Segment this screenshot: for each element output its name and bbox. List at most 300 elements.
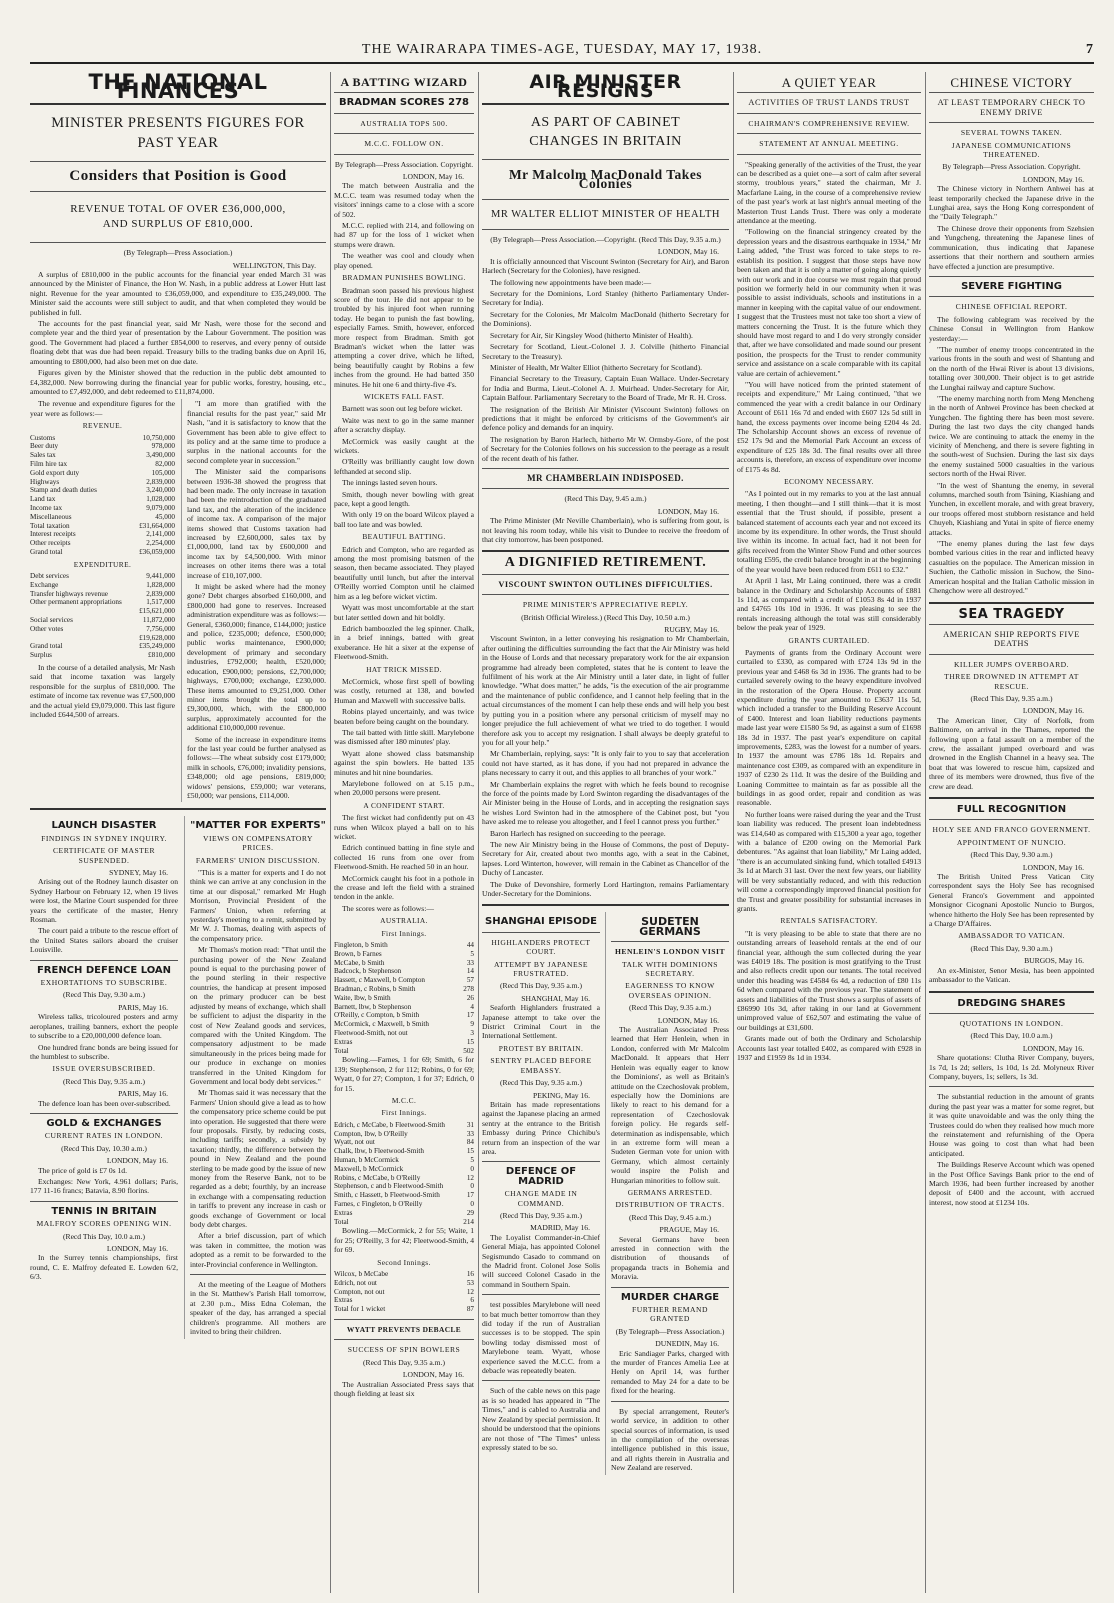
paragraph: Waite was next to go in the same manner after a scratchy display. <box>334 415 474 435</box>
table-cell-label: O'Reilly, c Compton, b Smith <box>334 1011 420 1020</box>
subhead: HENLEIN'S LONDON VISIT <box>614 947 726 957</box>
subhead: DISTRIBUTION OF TRACTS. <box>615 1200 725 1210</box>
column-rule <box>733 72 734 1593</box>
table-cell-label: Social services <box>30 616 73 625</box>
dateline: LONDON, May 16. <box>1022 862 1084 872</box>
dateline: WELLINGTON, This Day. <box>232 260 316 270</box>
paragraph: Bowling.—Farnes, 1 for 69; Smith, 6 for 139; Stephenson, 2 for 112; Robins, 0 for 69; Wyatt, 0 for 27; Compton, 1 for 37; Edrich, 0 for 15. <box>334 1055 474 1093</box>
credit-line: (Recd This Day, 9.45 a.m.) <box>628 1212 712 1222</box>
paragraph: After a brief discussion, part of which was taken in committee, the motion was adopted as a remit to be forwarded to the inter-Provincial conference in Wellington. <box>190 1231 326 1269</box>
australia-scores <box>334 941 474 1055</box>
score-row <box>334 1130 474 1139</box>
score-row <box>334 1138 474 1147</box>
table-cell-value: 5 <box>470 1156 474 1165</box>
table-cell-value: 3 <box>470 1029 474 1038</box>
table-cell-value: 2,839,000 <box>146 589 175 598</box>
table-cell-label: Robins, c McCabe, b O'Reilly <box>334 1173 421 1182</box>
innings-label: First Innings. <box>381 928 427 938</box>
table-cell-label: Waite, lbw, b Smith <box>334 993 391 1002</box>
subhead: VIEWS ON COMPENSATORY PRICES. <box>203 833 313 853</box>
kicker: HAT TRICK MISSED. <box>366 664 442 674</box>
credit-line: (By Telegraph—Press Association.) <box>123 248 233 258</box>
score-row <box>334 1121 474 1130</box>
table-cell-label: Film hire tax <box>30 459 68 468</box>
subhead: EAGERNESS TO KNOW OVERSEAS OPINION. <box>625 981 715 1000</box>
paragraph: The American liner, City of Norfolk, from Baltimore, on arrival in the Thames, reported the following upon a fatal assault on a member of the crew, the assailant jumped overboard and was drowned in the English Channel in a heavy sea. The boat that was lowered to rescue him, capsized and three of its members were drowned, thus five of the crew are dead. <box>929 715 1094 791</box>
score-row <box>334 994 474 1003</box>
table-cell-label: Total <box>334 1046 349 1055</box>
paragraph: Secretary for the Dominions, Lord Stanley (hitherto Parliamentary Under-Secretary for India). <box>482 289 729 308</box>
table-cell-label: Fleetwood-Smith, not out <box>334 1029 408 1038</box>
paragraph: Bowling.—McCormick, 2 for 55; Waite, 1 for 25; O'Reilly, 3 for 42; Fleetwood-Smith, 4 for 69. <box>334 1226 474 1255</box>
credit-line: (British Official Wireless.) (Recd This Day, 10.50 a.m.) <box>521 612 690 622</box>
paragraph: Edrich and Compton, who are regarded as among the most promising batsmen of the season, then became associated. They played beautifully until lunch, but after the interval O'Reilly worried Compton until he claimed him as a leg before wicket victim. <box>334 544 474 601</box>
paragraph: A surplus of £810,000 in the public accounts for the financial year ended March 31 was announced by the Minister of Finance, the Hon W. Nash, in a public address at Lower Hutt last night. Revenue for the year amounted to £36,059,000, and expenditure to £35,249,000. The Minister said the accounts were still subject to audit, and that when completed they would be published in full. <box>30 270 326 317</box>
paragraph: McCormick caught his foot in a pothole in the crease and left the field with a strained tendon in the ankle. <box>334 873 474 902</box>
paragraph: The price of gold is £7 0s 1d. <box>38 1165 128 1175</box>
mcc-second-innings <box>334 1270 474 1314</box>
newspaper-title: THE WAIRARAPA TIMES-AGE, TUESDAY, MAY 17, 1938. <box>361 42 763 57</box>
score-row <box>334 1191 474 1200</box>
table-cell-value: 2,254,000 <box>146 539 175 548</box>
subhead: MALFROY SCORES OPENING WIN. <box>36 1219 172 1229</box>
subhead: AMERICAN SHIP REPORTS FIVE DEATHS <box>943 629 1080 649</box>
credit-line: By Telegraph—Press Association. Copyright. <box>942 162 1081 172</box>
score-row <box>334 1003 474 1012</box>
table-cell-label: Stephenson, c and b Fleetwood-Smith <box>334 1182 444 1191</box>
subhead: FINDINGS IN SYDNEY INQUIRY. <box>41 833 167 843</box>
kicker: BRADMAN PUNISHES BOWLING. <box>342 273 466 283</box>
subhead: THREE DROWNED IN ATTEMPT AT RESCUE. <box>944 672 1079 691</box>
table-cell-label: Bradman, c Robins, b Smith <box>334 985 416 994</box>
score-row <box>334 1270 474 1279</box>
paragraph: The Chinese drove their opponents from Szehsien and Yungcheng, threatening the Japanese lines of communication, thus indicating that Japanese assertions that their northern and southern armies have effected a junction are presumptive. <box>929 223 1094 271</box>
paragraph: The accounts for the past financial year, said Mr Nash, were those for the second and complete year and the third year of presentation by the Labour Government. The position was good. The Government had placed a further £854,000 to reserves, and every penny of outside floating debt that was due had been repaid. Treasury bills to the trading banks due on April 16, amounting to £800,000, had also been met on due date. <box>30 319 326 366</box>
table-cell-value: 45,000 <box>155 512 175 521</box>
table-cell-label: Maxwell, b McCormick <box>334 1164 404 1173</box>
chinese-victory-article <box>929 72 1094 1593</box>
credit-line: (Recd This Day, 9.30 a.m.) <box>970 850 1053 860</box>
subhead: JAPANESE COMMUNICATIONS THREATENED. <box>951 140 1072 160</box>
paragraph: The resignation by Baron Harlech, hitherto Mr W. Ormsby-Gore, of the post of Secretary for the Colonies follows on his succession to the peerage as a result of the recent death of his father. <box>482 434 729 463</box>
score-row <box>334 1038 474 1047</box>
dateline: LONDON, May 16. <box>106 1244 168 1253</box>
paragraph: Secretary for Scotland, Lieut.-Colonel J. J. Colville (hitherto Financial Secretary to the Treasury). <box>482 342 729 361</box>
score-row <box>334 1020 474 1029</box>
credit-line: (Recd This Day, 10.0 a.m.) <box>970 1031 1053 1041</box>
paragraph: Baron Harlech has resigned on succeeding to the peerage. <box>490 828 666 838</box>
score-row <box>334 1279 474 1288</box>
paragraph: "The enemy marching north from Meng Mencheng in the north of Anhwei Province has been checked at Yungchen. The fighting there has been most severe. During the last two days the city changed hands twice. We are continuing to attack the enemy in the vicinity of Mencheng, and there is severe fighting in the south-west of Suchsien. During the last six days the enemy sustained 5000 casualties in the various sectors north of the Hwai River. <box>929 393 1094 479</box>
paragraph: Mr Chamberlain explains the regret with which he feels bound to recognise the force of the points made by Lord Swinton regarding the disadvantages of the Air Minister being in the House of Lords, and in accepting the resignation says he wishes Lord Swinton had in the atmosphere of the Cabinet post, but "you have asked me to release you altogether, and I feel I cannot press you further." <box>482 779 729 827</box>
table-cell-value: 0 <box>470 1200 474 1209</box>
paragraph: The Loyalist Commander-in-Chief General Miaja, has appointed Colonel Segismundo Casado to command on the Madrid front. Colonel Jose Solis will succeed Colonel Casado in the command in Southern Spain. <box>482 1232 600 1289</box>
paragraph: Viscount Swinton, in a letter conveying his resignation to Mr Chamberlain, after outlining the difficulties surrounding the fact that the Air Ministry was held in the House of Lords and that necessary preparatory work for the air expansion programme had already been completed, states that he is content to leave the fulfilment of his work at the Air Ministry until a later date, in light of fuller knowledge. "What does matter," he adds, "is the execution of the air programme and the maintenance of public confidence, and I cannot help feeling that in the actual circumstances of the moment I can help these ends and will help you best by putting you in a position where any personal criticism of myself may no longer prejudice the full achievement of what we tried to do together. I would therefore ask you to accept my resignation. I shall always be deeply grateful to you for all your help." <box>482 634 729 747</box>
paragraph: Mr Thomas's motion read: "That until the purchasing power of the New Zealand pound is equal to the purchasing power of the pound sterling in their respective countries, the handicap at present imposed on the primary producer can be best adjusted by means of exchange, which shall be sufficient to adjust the disparity in the cost of New Zealand goods and services, compared with the United Kingdom. The compensatory adjustment to be made simultaneously in the prices being made for our produce in exchange on monies transferred in the United Kingdom for Government and local body debt services." <box>190 945 326 1086</box>
subhead: STATEMENT AT ANNUAL MEETING. <box>759 139 899 149</box>
subhead: AT LEAST TEMPORARY CHECK TO ENEMY DRIVE <box>937 98 1086 117</box>
table-cell-value: 7,756,000 <box>146 624 175 633</box>
table-cell-label: Human, b McCormick <box>334 1156 399 1165</box>
paragraph: Share quotations: Clutha River Company, buyers, 1s 7d, 1s 2d; sellers, 1s 10d, 1s 2d. Molyneux River Company, buyers, 1s; sellers, 1s 3d. <box>929 1053 1094 1081</box>
table-cell-value: 33 <box>466 1129 474 1138</box>
credit-line: (Recd This Day, 10.0 a.m.) <box>62 1231 146 1241</box>
table-cell-value: £810,000 <box>148 651 175 660</box>
revenue-row <box>30 451 175 460</box>
dateline: BURGOS, May 16. <box>1024 956 1084 966</box>
table-cell-label <box>30 607 134 616</box>
table-cell-label: Debt services <box>30 572 69 581</box>
quiet-year-article <box>737 72 921 1593</box>
table-cell-value: 84 <box>466 1138 474 1147</box>
dateline: PARIS, May 16. <box>118 1089 168 1099</box>
table-cell-value: 4 <box>470 1002 474 1011</box>
paragraph: Such of the cable news on this page as is so headed has appeared in "The Times," and is cabled to Australia and New Zealand by special permission. It should be understood that the opinions are not those of "The Times" unless expressly stated to be so. <box>482 1386 600 1452</box>
paragraph: McCormick was easily caught at the wickets. <box>334 436 474 455</box>
score-row <box>334 959 474 968</box>
table-cell-label: Chalk, lbw, b Fleetwood-Smith <box>334 1147 424 1156</box>
paragraph: Mr Thomas said it was necessary that the Farmers' Union should give a lead as to how the compensatory price scheme could be put into operation. He suggested that there were four proposals. Firstly, by reducing costs, including tariffs; secondly, a subsidy by taxation; thirdly, the difference between the pound in New Zealand and the pound sterling to be made good by the issue of new money from the Reserve Bank, not to be regarded as a debt; fourthly, by an increase in exchange with a compensating reduction in tariffs to prevent any increase in cash or goods exchange of Government or local body debt charges. <box>190 1088 326 1230</box>
paragraph: An ex-Minister, Senor Mesia, has been appointed ambassador to the Vatican. <box>929 965 1094 985</box>
credit-line: (Recd This Day, 9.45 a.m.) <box>564 494 647 504</box>
dateline: LONDON, May 16. <box>1022 706 1084 716</box>
subhead: CHINESE OFFICIAL REPORT. <box>955 302 1068 312</box>
paragraph: Several Germans have been arrested in connection with the distribution of thousands of propaganda tracts in Bohemia and Moravia. <box>611 1234 729 1282</box>
table-cell-value: 31 <box>466 1120 474 1129</box>
table-cell-value: 26 <box>466 993 474 1002</box>
revenue-row <box>30 478 175 487</box>
credit-line: (Recd This Day, 9.35 a.m.) <box>970 693 1053 703</box>
table-cell-label: Transfer highways revenue <box>30 589 108 598</box>
paragraph: It is officially announced that Viscount Swinton (Secretary for Air), and Baron Harlech (Secretary for the Colonies), have resigned. <box>482 256 729 276</box>
paragraph: The first wicket had confidently put on 43 runs when Wilcox played a ball on to his wicket. <box>334 813 474 842</box>
subhead-bradman-278: BRADMAN SCORES 278 <box>338 97 470 109</box>
paragraph: The Minister said the comparisons between 1936-38 showed the progress that had been made. The only increase in taxation had been the reintroduction of the graduated land tax, and the alteration of the incidence of income tax. A comparison of the major items showed that Customs taxation had increased by £2,600,000, sales tax by £1,000,000, land tax by £600,000 and income tax by £4,500,000. With minor increases on other items there was a total increase of £10,107,000. <box>187 467 326 580</box>
kicker: RENTALS SATISFACTORY. <box>780 916 878 926</box>
table-cell-label: Income tax <box>30 503 63 512</box>
headline-defence-of-madrid: DEFENCE OF MADRID <box>505 1166 577 1187</box>
paragraph: In the course of a detailed analysis, Mr Nash said that income taxation was largely responsible for the surplus of £810,000. The estimate of income tax revenue was £7,500,000 and the actual yield £9,079,000. This last figure included £644,500 of arrears. <box>30 663 175 720</box>
paragraph: The resignation of the British Air Minister (Viscount Swinton) follows on predictions that it might be enforced by criticisms of the Government's air defence policy and demands for an inquiry. <box>482 404 729 433</box>
table-cell-label: Wilcox, b McCabe <box>334 1270 389 1279</box>
headline-gold-exchanges: GOLD & EXCHANGES <box>46 1117 162 1129</box>
table-cell-value: 0 <box>470 1164 474 1173</box>
headline-shanghai-episode: SHANGHAI EPISODE <box>485 916 597 928</box>
table-cell-value: 978,000 <box>151 442 175 451</box>
subhead: CURRENT RATES IN LONDON. <box>44 1131 164 1141</box>
table-cell-label: Customs <box>30 433 56 442</box>
dateline: LONDON, May 16. <box>1022 1043 1084 1053</box>
paragraph: "The enemy planes during the last few days bombed various cities in the rear and inflicted heavy casualties on the populace. The American mission in Suchien, the Catholic mission in Suchow, the Sino-American hospital and the Italian Catholic mission in Chengchow were all destroyed." <box>929 539 1094 596</box>
paragraph: "You will have noticed from the printed statement of receipts and expenditure," Mr Laing continued, "that we commenced the year with a credit balance in our Ordinary Account of £611 16s 7d and ended with £607 12s 5d still in hand, the excess payments over income being £204 4s 2d. The Scholarship Account shows an excess of revenue of £52 17s 9d and the Memorial Park Account an excess of expenditure of £25 18s 3d. The final results over all three accounts is, therefore, an excess of expenditure over income of £175 4s 8d. <box>737 379 921 474</box>
table-cell-label: Compton, lbw, b O'Reilly <box>334 1129 408 1138</box>
table-cell-label: Other receipts <box>30 539 71 548</box>
score-row <box>334 1156 474 1165</box>
cricket-article <box>334 72 474 1593</box>
subhead: HOLY SEE AND FRANCO GOVERNMENT. <box>932 825 1091 835</box>
column-rule <box>925 72 926 1593</box>
table-cell-label: Edrich, c McCabe, b Fleetwood-Smith <box>334 1120 445 1129</box>
paragraph: M.C.C. replied with 214, and following on had 87 up for the loss of 1 wicket when stumps were drawn. <box>334 221 474 249</box>
table-cell-value: 12 <box>466 1173 474 1182</box>
table-cell-label: Fingleton, b Smith <box>334 941 388 950</box>
paragraph: Wyatt was most uncomfortable at the start but later settled down and hit boldly. <box>334 603 474 622</box>
dateline: DUNEDIN, May 16. <box>655 1339 719 1349</box>
dateline: LONDON, May 16. <box>402 172 464 182</box>
credit-line: (Recd This Day, 9.35 a.m.) <box>362 1357 446 1367</box>
paragraph: The following cablegram was received by the Chinese Consul in Wellington from Hankow yesterday:— <box>929 314 1094 343</box>
paragraph: The Australian Associated Press says that though fielding at least six <box>334 1379 474 1399</box>
table-cell-label: Other votes <box>30 624 64 633</box>
score-row <box>334 941 474 950</box>
revenue-row <box>30 442 175 451</box>
table-cell-value: £19,628,000 <box>139 633 175 642</box>
paragraph: One hundred franc bonds are being issued for the humblest to subscribe. <box>30 1042 178 1061</box>
table-cell-label: McCormick, c Maxwell, b Smith <box>334 1020 430 1029</box>
table-cell-value: 2,141,000 <box>146 530 175 539</box>
paragraph: "It is very pleasing to be able to state that there are no outstanding arrears of leasehold rentals at the end of our financial year, although the sum collected during the year was £4019 18s. The position is most gratifying to the Trust and also reflects credit upon our tenants. The total received under this heading was £4584 6s 4d, a reduction of £80 11s 6d when compared with the previous year. The statement of assets and liabilities of the Trust shows a surplus of assets of £86990 10s 3d, after taking in our land at Government unimproved value of £62,507 and estimating the value of our buildings at £31,600. <box>737 928 921 1032</box>
page-number: 7 <box>1086 42 1094 57</box>
revenue-row <box>30 486 175 495</box>
paragraph: Secretary for the Colonies, Mr Malcolm MacDonald (hitherto Secretary for the Dominions). <box>482 309 729 329</box>
table-cell-label: Beer duty <box>30 442 59 451</box>
table-cell-label: Barnett, lbw, b Stephenson <box>334 1002 412 1011</box>
table-cell-label: Extras <box>334 1296 353 1305</box>
table-cell-value: 15 <box>466 1037 474 1046</box>
paragraph: Smith, though never bowling with great pace, kept a good length. <box>334 489 474 509</box>
score-row <box>334 1218 474 1227</box>
expenditure-table <box>30 572 175 660</box>
headline-french-defence-loan: FRENCH DEFENCE LOAN <box>36 964 172 976</box>
table-cell-value: 3,240,000 <box>146 486 175 495</box>
paragraph: With only 19 on the board Wilcox played a ball too late and was bowled. <box>334 510 474 529</box>
paragraph: No further loans were raised during the year and the Trust loan liability was reduced. The present loan indebtedness was £14,640 as compared with £15,300 a year ago, together with a balance of £200 owing on the Memorial Park debentures. "As against that loan liability," Mr Laing added, "there is an accumulated sinking fund, which totalled £4913 3s 1d at March 31 last. Over the next few years, our liability will be very substantially reduced, and with this reduction will come a correspondingly improved financial position for the Trust and greater possibility for substantial increases in grants. <box>737 809 921 913</box>
paragraph: The court paid a tribute to the rescue effort of the United States sailors aboard the cruiser Louisville. <box>30 926 178 955</box>
subhead: EXHORTATIONS TO SUBSCRIBE. <box>40 978 168 988</box>
expenditure-row <box>30 590 175 599</box>
paragraph: Figures given by the Minister showed that the reduction in the public debt amounted to £4,382,000. New borrowing during the financial year for public works, forestry, housing, etc., amounted to £7,492,000, and debt redeemed to £11,874,000. <box>30 368 326 396</box>
subhead: KILLER JUMPS OVERBOARD. <box>953 659 1070 669</box>
dateline: LONDON, May 16. <box>657 506 719 516</box>
table-cell-label: Other permanent appropriations <box>30 598 122 607</box>
paragraph: McCormick, whose first spell of bowling was costly, returned at 138, and bowled Human and Maxwell with successive balls. <box>334 676 474 705</box>
headline-air-minister-resigns: AIR MINISTER RESIGNS <box>529 72 682 103</box>
paragraph: "I am more than gratified with the financial results for the past year," said Mr Nash, "and it is satisfactory to know that the Government has been able to give effect to its policy and at the same time to produce a surplus in the national accounts for the second complete year in succession." <box>187 399 326 465</box>
mcc-scores <box>334 1121 474 1227</box>
paragraph: The Prime Minister (Mr Neville Chamberlain), who is suffering from gout, is not leaving his room today, while his visit to Dundee to receive the freedom of that city tomorrow, has been postponed. <box>482 516 729 544</box>
subhead: SUCCESS OF SPIN BOWLERS <box>347 1345 461 1355</box>
table-cell-label <box>30 634 134 643</box>
kicker: BEAUTIFUL BATTING. <box>362 532 446 542</box>
team-label: AUSTRALIA. <box>380 916 428 926</box>
credit-line: (Recd This Day, 9.35 a.m.) <box>499 981 583 991</box>
dateline: RUGBY, May 16. <box>664 625 719 635</box>
subhead: TALK WITH DOMINIONS SECRETARY. <box>621 959 719 979</box>
paragraph: The Chinese victory in Northern Anhwei has at least temporarily checked the Japanese drive in the Lunghai area, says the Hong Kong correspondent of the "Daily Telegraph." <box>929 184 1094 222</box>
innings-label: Second Innings. <box>377 1257 431 1267</box>
table-cell-value: 9 <box>470 1020 474 1029</box>
paragraph: Some of the increase in expenditure items for the last year could be further analysed as follows:—The wheat subsidy cost £179,000; milk in schools, £76,000; invalidity pensions, £348,000; old age pensions, £819,000; widows' pensions, £59,000; war veterans, £50,000; war pensions, £114,000. <box>187 734 326 800</box>
score-row <box>334 976 474 985</box>
table-cell-value: 9,441,000 <box>146 572 175 581</box>
table-cell-label: Miscellaneous <box>30 512 72 521</box>
headline-national-finances: THE NATIONAL FINANCES <box>88 72 268 104</box>
column-rule <box>478 72 479 1593</box>
headline-sudeten-germans: SUDETEN GERMANS <box>639 915 701 938</box>
credit-line: (Recd This Day, 9.35 a.m.) <box>62 1076 146 1086</box>
dateline: LONDON, May 16. <box>402 1370 464 1380</box>
subhead-position-good: Considers that Position is Good <box>69 167 287 184</box>
kicker: AMBASSADOR TO VATICAN. <box>958 931 1065 941</box>
subhead-minister-presents: MINISTER PRESENTS FIGURES FOR PAST YEAR <box>51 114 305 151</box>
dateline: SYDNEY, May 16. <box>109 868 168 877</box>
table-cell-label: Surplus <box>30 651 52 660</box>
headline-tennis-britain: TENNIS IN BRITAIN <box>51 1205 157 1217</box>
paragraph: Wireless talks, tricoloured posters and army aeroplanes, trailing banners, exhort the people to subscribe to a £20,000,000 defence loan. <box>30 1012 178 1041</box>
paragraph: Exchanges: New York, 4.961 dollars; Paris, 177 11-16 francs; Batavia, 8.90 florins. <box>30 1176 178 1196</box>
expenditure-row <box>30 581 175 590</box>
kicker: PROTEST BY BRITAIN. <box>498 1043 584 1053</box>
credit-line: (Recd This Day, 9.30 a.m.) <box>970 943 1053 953</box>
expenditure-row <box>30 572 175 581</box>
dateline: PARIS, May 16. <box>118 1002 168 1012</box>
paragraph: The innings lasted seven hours. <box>342 478 438 488</box>
expenditure-row <box>30 616 175 625</box>
table-cell-value: 278 <box>463 985 474 994</box>
paragraph: Britain has made representations against the Japanese placing an armed sentry at the entrance to the British Embassy during Prince Chichibu's return from an inspection of the war area. <box>482 1099 600 1156</box>
paragraph: Minister of Health, Mr Walter Elliot (hitherto Secretary for Scotland). <box>490 362 703 372</box>
revenue-row <box>30 460 175 469</box>
headline-severe-fighting: SEVERE FIGHTING <box>961 280 1062 292</box>
dateline: LONDON, May 16. <box>1022 174 1084 184</box>
table-cell-label: Hassett, c Maxwell, b Compton <box>334 976 426 985</box>
paragraph: "The number of enemy troops concentrated in the various fronts in the south and west of Shantung and on the north of the Hwai River is about 13 divisions, totalling over 300,000. Their object is to get astride the Lunghai railway and capture Suchow. <box>929 344 1094 392</box>
paragraph: By special arrangement, Reuter's world service, in addition to other special sources of information, is used in the compilation of the overseas intelligence published in this issue, and all rights therein in Australia and New Zealand are reserved. <box>611 1406 729 1473</box>
table-cell-label: Edrich, not out <box>334 1278 377 1287</box>
subhead: ISSUE OVERSUBSCRIBED. <box>52 1064 156 1074</box>
table-cell-value: 17 <box>466 1011 474 1020</box>
paragraph: Edrich continued batting in fine style and collected 16 runs from one over from Fleetwood-Smith. He reached 50 in an hour. <box>334 843 474 872</box>
paragraph: The new Air Ministry being in the House of Commons, the post of Deputy-Secretary for Air, created about two months ago, with a seat in the Cabinet, lapses. Lord Winterton, however, will remain in the Cabinet as Chancellor of the Duchy of Lancaster. <box>482 839 729 878</box>
revenue-row <box>30 530 175 539</box>
paragraph: The substantial reduction in the amount of grants during the past year was a matter for some regret, but it was quite unavoidable and was the only thing the Trustees could do when they realised how much more the reinstatement and refurnishing of the Opera House was going to cost than what had been anticipated. <box>929 1092 1094 1158</box>
score-row <box>334 1029 474 1038</box>
dateline: MADRID, May 16. <box>530 1223 590 1233</box>
table-cell-label: Grand total <box>30 642 63 651</box>
credit-line: (Recd This Day, 9.35 a.m.) <box>499 1210 583 1220</box>
paragraph: Barnett was soon out leg before wicket. <box>342 404 463 414</box>
paragraph: The British United Press Vatican City correspondent says the Holy See has recognised General Franco's Government and appointed Monsignor Cicognani Apostolic Nuncio to Burgos, whence hitherto the Holy See has been represented by a Charge D'Affaires. <box>929 872 1094 929</box>
dateline: PRAGUE, May 16. <box>659 1225 719 1235</box>
table-cell-value: 9,079,000 <box>146 503 175 512</box>
paragraph: Grants made out of both the Ordinary and Scholarship Accounts last year totalled £402, as compared with £928 in 1937 and £1959 8s 1d in 1934. <box>737 1034 921 1062</box>
table-cell-label: Stamp and death duties <box>30 486 97 495</box>
table-cell-label: McCabe, b Smith <box>334 958 385 967</box>
table-cell-value: 0 <box>470 1182 474 1191</box>
revenue-row <box>30 539 175 548</box>
revenue-row <box>30 469 175 478</box>
subhead: SEVERAL TOWNS TAKEN. <box>960 128 1063 138</box>
paragraph: Bradman soon passed his previous highest score of the tour. He did not appear to be troubled by his injured foot when running today. He began to punish the fast bowling, especially Farnes. Smith, however, enforced more respect from Bradman. Smith got Bradman's wicket when the latter was attempting a cover drive, which he lifted, being beautifully caught by Robins a few inches from the ground. He had batted 350 minutes. He hit one 6 and thirty-five 4's. <box>334 285 474 389</box>
paragraph: The Buildings Reserve Account which was opened in the Post Office Savings Bank prior to the end of March 1936, had been further increased by another deposit of £400 and the account, with accrued interest, now stood at £1234 10s. <box>929 1160 1094 1207</box>
table-cell-label: Badcock, b Stephenson <box>334 967 402 976</box>
expenditure-row <box>30 625 175 634</box>
revenue-row <box>30 434 175 443</box>
paragraph: Payments of grants from the Ordinary Account were curtailed to £330, as compared with £724 13s 9d in the previous year and £468 6s 3d in 1936. The grants had to be curtailed severely owing to the heavy expenditure involved in the restoration of the Opera House. Property account expenditure during the year amounted to £3637 11s 5d, which included a transfer to the Building Reserve Account of £400. Interest and loan liability reductions payments made last year were £1580 5s 9d, as against a sum of £1698 18s 3d in 1937. The past year's expenditure on capital improvements, £283, was the lowest for a number of years. In 1937 the amount was £786 18s 1d. Repairs and maintenance cost £309, as compared with an expenditure in 1937 of £230 2s 11d. It was the desire of the Building and Loaning Committee to maintain as far as possible all the buildings in as good order, repair and condition as was reasonable. <box>737 647 921 808</box>
dateline: SHANGHAI, May 16. <box>521 993 590 1003</box>
revenue-row <box>30 513 175 522</box>
table-cell-value: £36,059,000 <box>139 547 175 556</box>
table-cell-label: Sales tax <box>30 451 56 460</box>
revenue-row <box>30 504 175 513</box>
expenditure-label: EXPENDITURE. <box>73 559 132 569</box>
score-row <box>334 1165 474 1174</box>
table-cell-label: Highways <box>30 477 60 486</box>
score-row <box>334 985 474 994</box>
table-cell-value: 2,839,000 <box>146 477 175 486</box>
table-cell-value: 214 <box>463 1217 474 1226</box>
headline-dignified-retirement: A DIGNIFIED RETIREMENT. <box>504 555 707 571</box>
headline-quiet-year: A QUIET YEAR <box>781 75 877 90</box>
score-row <box>334 1288 474 1297</box>
masthead <box>30 40 1094 64</box>
paragraph: "In the west of Shantung the enemy, in several columns, marched south from Tsining, Kiashiang and Yunchen, in excellent morale, and with great bravery, our troops offered most stubborn resistance and held Chuyeh, Kiashiang and Yutai in spite of fierce enemy attacks. <box>929 480 1094 537</box>
score-row <box>334 1305 474 1314</box>
credit-line: (By Telegraph—Press Association.) <box>615 1326 725 1336</box>
paragraph: The defence loan has been over-subscribed. <box>38 1098 171 1108</box>
paragraph: Edrich bamboozled the leg spinner. Chalk, in a brief innings, batted with great exuberance. He hit a sixer at the expense of Fleetwood-Smith. <box>334 623 474 662</box>
expenditure-row <box>30 634 175 643</box>
subhead: APPOINTMENT OF NUNCIO. <box>956 837 1067 847</box>
table-cell-value: 29 <box>466 1208 474 1217</box>
score-row <box>334 1296 474 1305</box>
score-row <box>334 1147 474 1156</box>
table-cell-value: 105,000 <box>151 468 175 477</box>
paragraph: The following new appointments have been made:— <box>490 277 652 287</box>
subhead: HIGHLANDERS PROTECT COURT. <box>491 937 591 957</box>
paragraph: Mr Chamberlain, replying, says: "It is only fair to you to say that acceleration could not have started, as it has done, if you had not prepared in advance the plans necessary to carry it out, and this applies to all branches of your work." <box>482 749 729 778</box>
paragraph: At April 1 last, Mr Laing continued, there was a credit balance in the Ordinary and Scholarship Accounts of £881 1s 11d, as compared with a credit of £1053 8s 4d in 1937 and £4765 10s 10d in 1936. It was pleasing to see the rentals increasing although the total was still considerably below the peak year of 1929. <box>737 576 921 633</box>
score-row <box>334 1011 474 1020</box>
table-cell-value: 82,000 <box>155 459 175 468</box>
kicker-chamberlain-indisposed: MR CHAMBERLAIN INDISPOSED. <box>527 472 684 483</box>
headline-sea-tragedy: SEA TRAGEDY <box>958 606 1065 622</box>
table-cell-label: Exchange <box>30 580 59 589</box>
subhead-revenue-total: REVENUE TOTAL OF OVER £36,000,000, AND SURPLUS OF £810,000. <box>70 203 286 231</box>
table-cell-label: Grand total <box>30 547 63 556</box>
table-cell-value: 1,828,000 <box>146 580 175 589</box>
table-cell-label: Gold export duty <box>30 468 80 477</box>
table-cell-value: 53 <box>466 1278 474 1287</box>
table-cell-label: Total for 1 wicket <box>334 1305 386 1314</box>
paragraph: The match between Australia and the M.C.C. team was resumed today when the visitors' innings came to a close with a score of 502. <box>334 181 474 219</box>
table-cell-value: 5 <box>470 949 474 958</box>
subhead-macdonald-colonies: Mr Malcolm MacDonald Takes Colonies <box>508 166 703 192</box>
paragraph: At the meeting of the League of Mothers in the St. Matthew's Parish Hall tomorrow, at 2.30 p.m., Miss Edna Coleman, the speaker of the day, has arranged a special children's programme. All mothers are invited to bring their children. <box>190 1280 326 1337</box>
table-cell-value: 1,028,000 <box>146 495 175 504</box>
score-row <box>334 1182 474 1191</box>
paragraph: "Speaking generally of the activities of the Trust, the year can be described as a quiet one—a sort of calm after several stormy, troublous years," stated the chairman, Mr J. Macfarlane Laing, in the course of a comprehensive review of the past year's work at last night's annual meeting of the Masterton Trust Lands Trust. There was only a moderate attendance at the meeting. <box>737 159 921 226</box>
subhead: PRIME MINISTER'S APPRECIATIVE REPLY. <box>522 600 689 610</box>
credit-line: (Recd This Day, 9.30 a.m.) <box>62 990 146 1000</box>
subhead: SENTRY PLACED BEFORE EMBASSY. <box>490 1056 592 1075</box>
revenue-row <box>30 522 175 531</box>
table-cell-label: Farnes, c Fingleton, b O'Reilly <box>334 1200 423 1209</box>
paragraph: O'Reilly was brilliantly caught low down lefthanded at second slip. <box>334 457 474 476</box>
table-cell-value: 57 <box>466 976 474 985</box>
table-cell-value: 14 <box>466 967 474 976</box>
credit-line: (Recd This Day, 10.30 a.m.) <box>61 1143 147 1153</box>
